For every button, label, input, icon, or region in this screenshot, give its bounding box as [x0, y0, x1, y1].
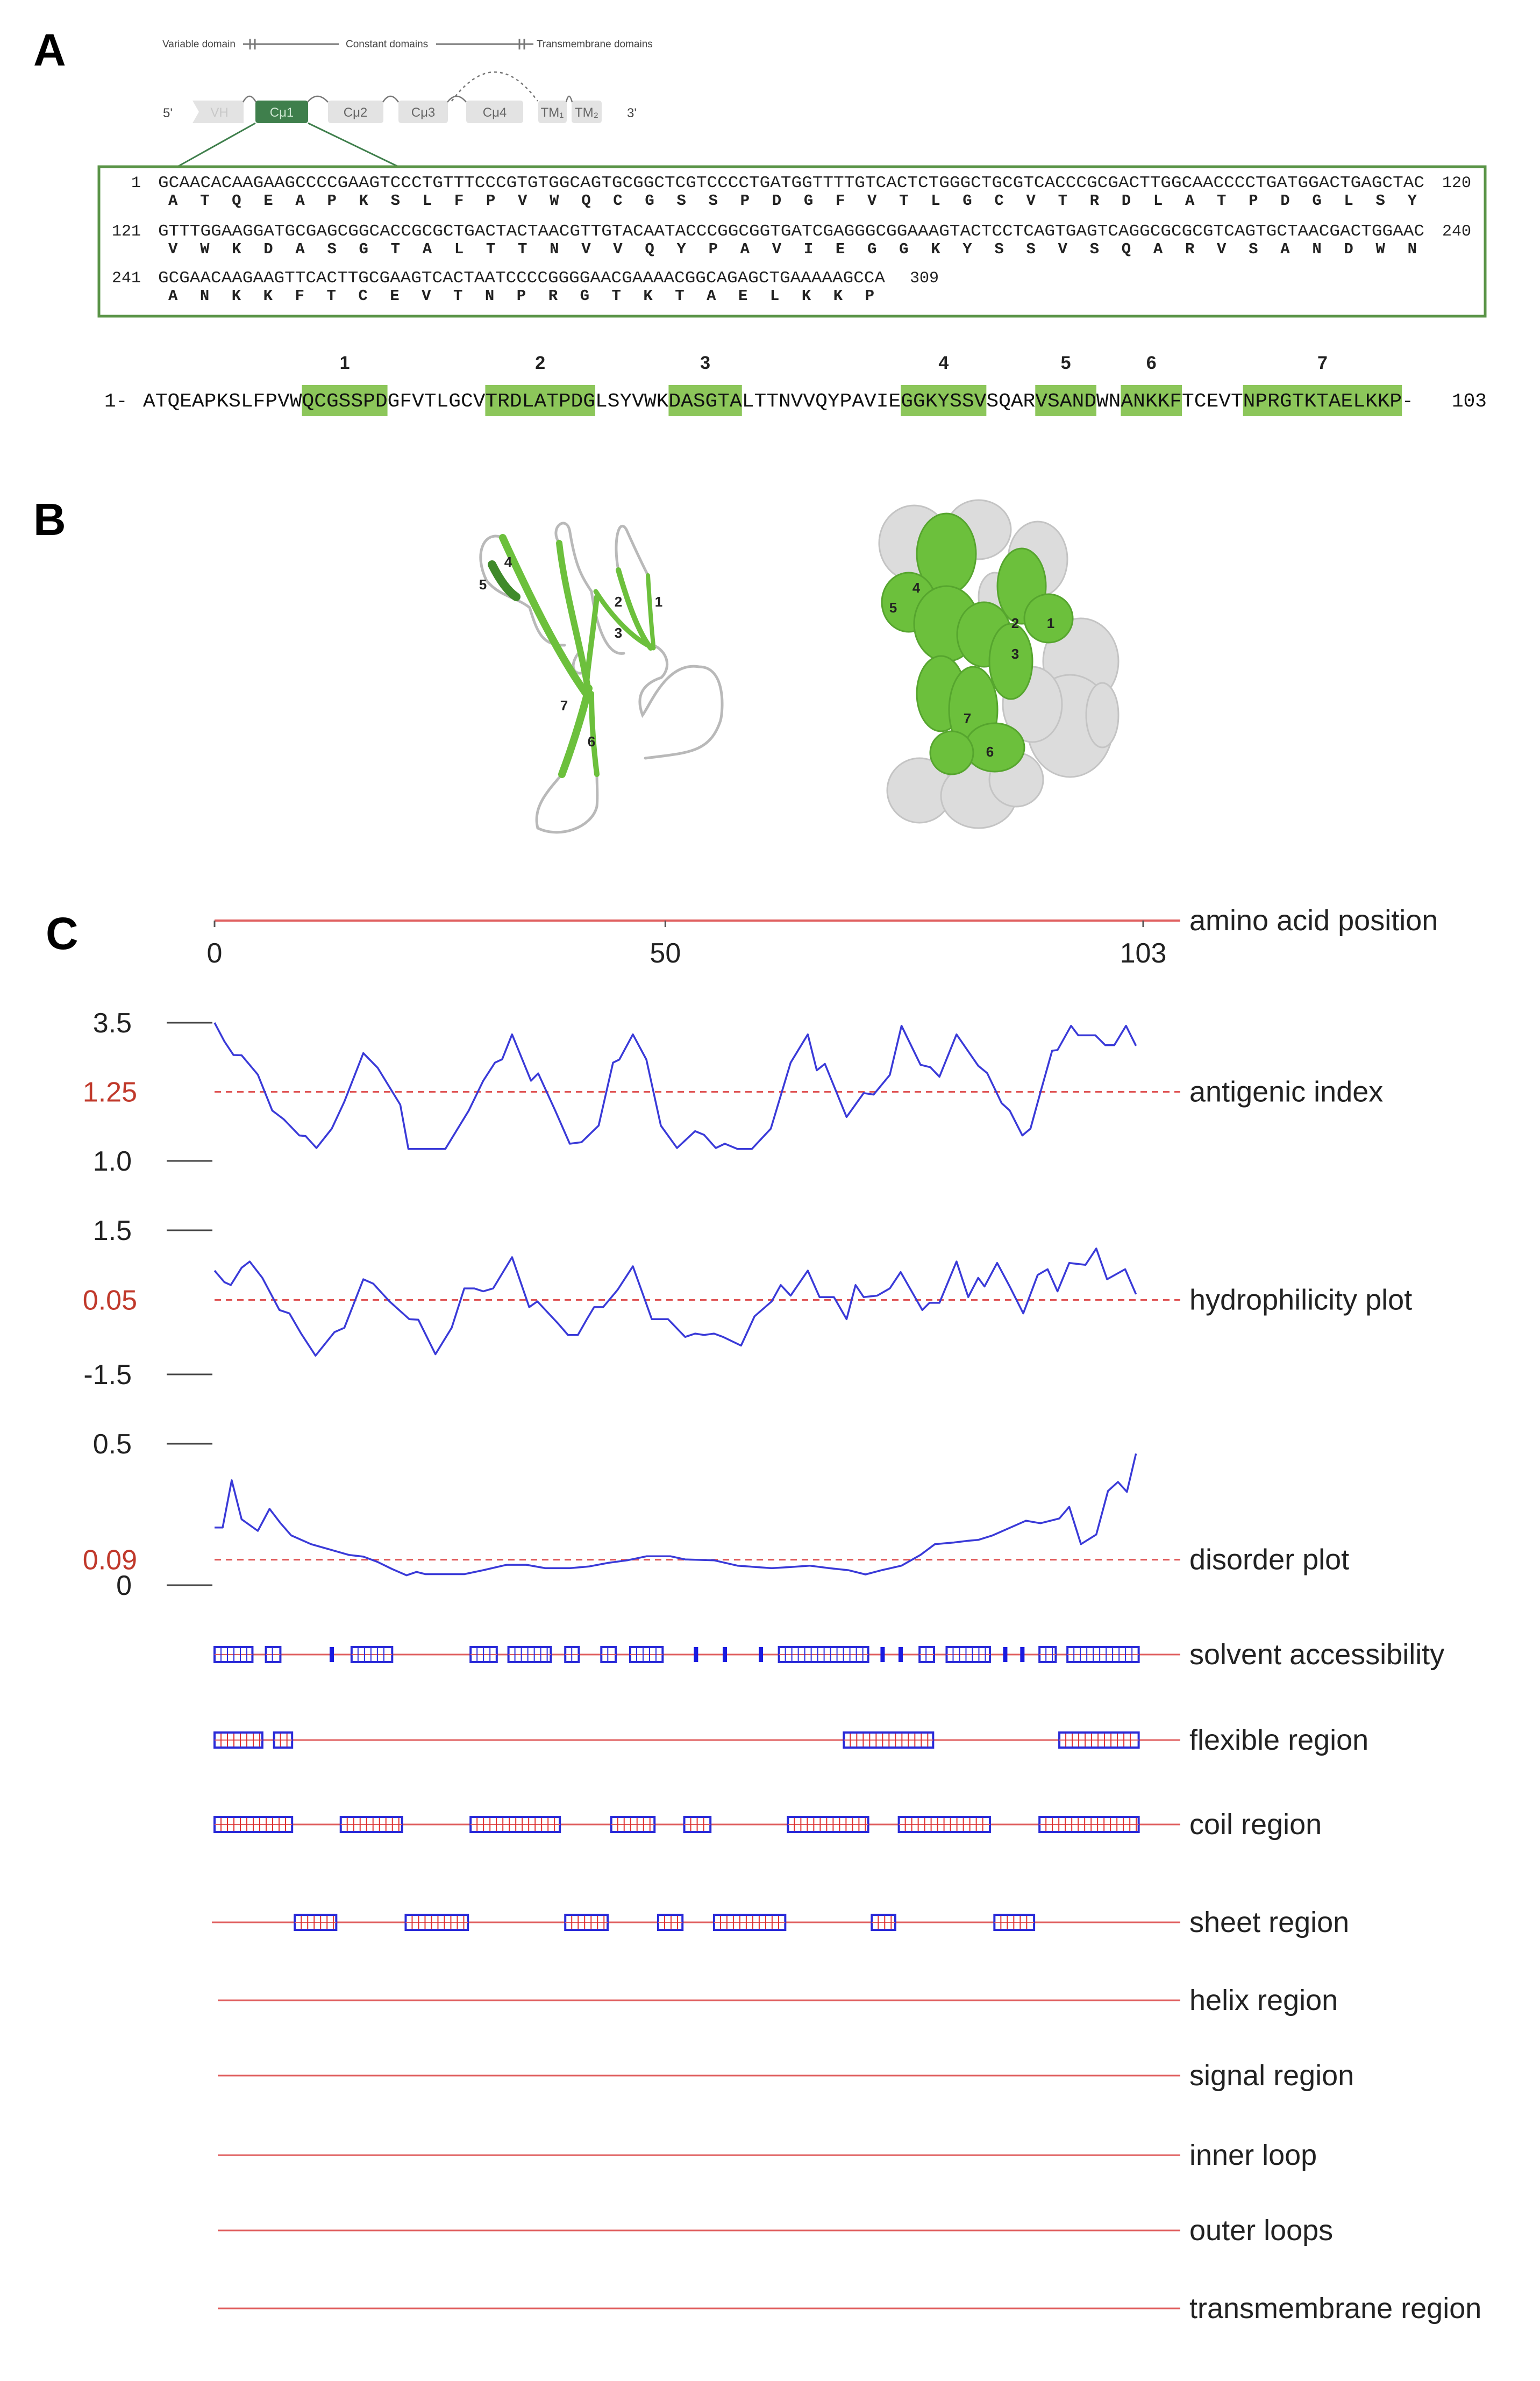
region-box — [714, 1915, 785, 1930]
region-box — [565, 1647, 579, 1662]
region-box — [266, 1647, 281, 1662]
region-box — [1067, 1647, 1138, 1662]
gene-segment-label: TM₁ — [540, 105, 564, 120]
region-box — [215, 1733, 262, 1748]
ribbon-epitope-label: 7 — [560, 697, 568, 714]
sequence-segment: TCEVT — [1182, 390, 1243, 412]
three-prime-label: 3' — [627, 106, 637, 120]
x-axis-label: amino acid position — [1189, 904, 1438, 937]
region-box — [779, 1647, 868, 1662]
x-tick-label: 50 — [650, 938, 681, 969]
region-box — [946, 1647, 989, 1662]
track-flexible-region — [215, 1724, 1368, 1756]
splice-arcs — [243, 72, 572, 102]
epitope-number: 7 — [1317, 353, 1328, 373]
nucleotide-row: GCAACACAAGAAGCCCCGAAGTCCCTGTTTCCCGTGTGGCAGTGCGGCTCGTCCCCTGATGGTTTTGTCACTCTGGGCTGCGTCACCCGCGACTTGGCAACCCCTGATGGACTGAGCTAC — [158, 174, 1424, 193]
panel-label-b: B — [33, 494, 66, 545]
ribbon-epitope-label: 5 — [479, 576, 487, 593]
epitope-number: 3 — [700, 353, 711, 373]
data-line-disorder-plot — [215, 1453, 1136, 1575]
track-label: coil region — [1189, 1808, 1322, 1841]
region-bar — [723, 1647, 727, 1662]
sequence-segment: LSYVWK — [595, 390, 669, 412]
region-box — [919, 1647, 934, 1662]
region-box — [1039, 1647, 1056, 1662]
track-label: signal region — [1189, 2059, 1354, 2092]
track-signal-region — [218, 2059, 1354, 2092]
sequence-suffix: - — [1402, 390, 1414, 412]
region-box — [295, 1915, 336, 1930]
x-tick-label: 0 — [206, 938, 223, 969]
nucleotide-row: GTTTGGAAGGATGCGAGCGGCACCGCGCTGACTACTAACGTTGTACAATACCCGGCGGTGATCGAGGGCGGAAAGTACTCCTCAGTGAGTCAGGCGCGCGTCAGTGCTAACGACTGGAAC — [158, 222, 1424, 241]
track-inner-loop — [218, 2139, 1317, 2171]
amino-acid-row: A N K K F T C E V T N P R G T K T A E L K K P — [168, 287, 874, 305]
surface-epitope-label: 7 — [963, 710, 972, 726]
sequence-segment: WN — [1096, 390, 1121, 412]
surface-epitope-label: 5 — [889, 600, 897, 616]
gene-segment-label: Cμ2 — [343, 105, 368, 120]
ribbon-epitope-label: 3 — [614, 625, 623, 641]
transmembrane-domains-label: Transmembrane domains — [537, 39, 653, 50]
panel-label-c: C — [46, 908, 79, 959]
ribbon-structure — [479, 523, 722, 832]
gene-segment-label: Cμ4 — [482, 105, 507, 120]
region-box — [352, 1647, 392, 1662]
threshold-label: 0.09 — [82, 1544, 137, 1576]
region-box — [844, 1733, 933, 1748]
plot-label: hydrophilicity plot — [1189, 1284, 1413, 1316]
epitope-sequence: TRDLATPDG — [485, 390, 596, 412]
y-tick-label: 1.5 — [92, 1215, 132, 1246]
y-tick-label: 3.5 — [92, 1008, 132, 1039]
surface-epitope-label: 4 — [912, 580, 921, 596]
track-label: solvent accessibility — [1189, 1638, 1445, 1671]
amino-acid-row: V W K D A S G T A L T T N V V Q Y P A V I E G G K Y S S V S Q A R V S A N D W N — [168, 240, 1417, 258]
region-bar — [759, 1647, 763, 1662]
epitope-sequence: NPRGTKTAELKKP — [1243, 390, 1402, 412]
region-box — [601, 1647, 616, 1662]
region-box — [215, 1817, 292, 1832]
zoom-connector — [177, 123, 255, 167]
epitope-sequence-line — [104, 353, 1487, 416]
x-tick-label: 103 — [1120, 938, 1167, 969]
region-box — [405, 1915, 468, 1930]
five-prime-label: 5' — [163, 106, 173, 120]
plot-label: disorder plot — [1189, 1543, 1350, 1576]
region-box — [565, 1915, 608, 1930]
dna-sequence-box — [99, 167, 1485, 316]
ribbon-strands — [492, 538, 653, 774]
panel-label-a: A — [33, 25, 66, 75]
track-transmembrane-region — [218, 2292, 1481, 2325]
gene-segment-label: TM₂ — [575, 105, 598, 120]
threshold-label: 0.05 — [82, 1285, 137, 1316]
track-helix-region — [218, 1984, 1338, 2016]
zoom-connector — [308, 123, 398, 167]
sequence-segment: SQAR — [986, 390, 1036, 412]
region-box — [341, 1817, 402, 1832]
surface-epitope-label: 1 — [1046, 615, 1055, 631]
region-box — [1059, 1733, 1139, 1748]
y-tick-label: -1.5 — [83, 1359, 132, 1391]
track-label: flexible region — [1189, 1724, 1369, 1756]
row-start-number: 121 — [111, 223, 141, 241]
ribbon-epitope-label: 6 — [587, 733, 596, 750]
row-start-number: 1 — [131, 174, 141, 193]
region-bar — [880, 1647, 885, 1662]
row-start-number: 241 — [111, 269, 141, 288]
region-box — [611, 1817, 654, 1832]
region-box — [1039, 1817, 1138, 1832]
gene-segment-label: Cμ1 — [269, 105, 294, 120]
track-coil-region — [215, 1808, 1322, 1841]
region-box — [630, 1647, 662, 1662]
region-bar — [694, 1647, 698, 1662]
region-bar — [1003, 1647, 1007, 1662]
variable-domain-label: Variable domain — [162, 39, 236, 50]
sequence-prefix: 1- — [104, 390, 128, 412]
region-bar — [899, 1647, 903, 1662]
ribbon-epitope-label: 1 — [654, 594, 663, 610]
constant-domains-label: Constant domains — [346, 39, 429, 50]
epitope-sequence: ANKKF — [1121, 390, 1182, 412]
row-end-number: 120 — [1442, 174, 1472, 193]
gene-segment-label: VH — [210, 105, 229, 120]
track-solvent-accessibility — [215, 1638, 1444, 1671]
sequence-end-number: 103 — [1452, 390, 1487, 412]
nucleotide-row: GCGAACAAGAAGTTCACTTGCGAAGTCACTAATCCCCGGGGAACGAAAACGGCAGAGCTGAAAAAGCCA — [158, 269, 886, 288]
data-line-hydrophilicity-plot — [215, 1249, 1136, 1356]
ribbon-epitope-label: 4 — [504, 554, 512, 570]
region-box — [872, 1915, 895, 1930]
surface-structure — [879, 500, 1118, 828]
epitope-number: 4 — [938, 353, 949, 373]
epitope-number: 6 — [1146, 353, 1157, 373]
amino-acid-row: A T Q E A P K S L F P V W Q C G S S P D G F V T L G C V T R D L A T P D G L S Y — [168, 192, 1417, 210]
protein-property-plots — [83, 904, 1482, 2325]
data-line-antigenic-index — [215, 1023, 1136, 1149]
track-label: transmembrane region — [1189, 2292, 1482, 2325]
region-bar — [330, 1647, 334, 1662]
track-outer-loops — [218, 2214, 1333, 2247]
region-box — [274, 1733, 293, 1748]
epitope-number: 1 — [339, 353, 350, 373]
epitope-sequence: GGKYSSV — [901, 390, 987, 412]
region-box — [215, 1647, 252, 1662]
row-end-number: 309 — [910, 269, 939, 288]
surface-epitope-label: 2 — [1011, 615, 1019, 631]
region-box — [658, 1915, 682, 1930]
sequence-segment: LTTNVVQYPAVIE — [742, 390, 901, 412]
region-box — [685, 1817, 711, 1832]
gene-segment-label: Cμ3 — [411, 105, 436, 120]
track-label: helix region — [1189, 1984, 1338, 2016]
y-tick-label: 0.5 — [92, 1429, 132, 1460]
epitope-sequence: DASGTA — [668, 390, 743, 412]
epitope-number: 2 — [535, 353, 546, 373]
surface-epitope-label: 6 — [986, 744, 994, 760]
gene-diagram — [162, 39, 653, 167]
domain-header — [162, 39, 653, 50]
region-box — [509, 1647, 551, 1662]
y-tick-label: 0 — [116, 1570, 132, 1601]
track-label: inner loop — [1189, 2139, 1317, 2171]
track-label: outer loops — [1189, 2214, 1334, 2247]
region-box — [470, 1647, 497, 1662]
sequence-segment: GFVTLGCV — [387, 390, 486, 412]
row-end-number: 240 — [1442, 223, 1472, 241]
threshold-label: 1.25 — [82, 1077, 137, 1108]
region-box — [994, 1915, 1034, 1930]
surface-epitope-label: 3 — [1011, 646, 1019, 662]
epitope-number: 5 — [1060, 353, 1071, 373]
region-box — [788, 1817, 868, 1832]
ribbon-epitope-label: 2 — [614, 594, 623, 610]
track-sheet-region — [212, 1906, 1349, 1938]
y-tick-label: 1.0 — [92, 1146, 132, 1177]
plot-label: antigenic index — [1189, 1075, 1384, 1108]
epitope-segments — [143, 353, 1402, 416]
track-label: sheet region — [1189, 1906, 1350, 1938]
region-bar — [1020, 1647, 1024, 1662]
region-box — [470, 1817, 560, 1832]
epitope-sequence: VSAND — [1035, 390, 1096, 412]
sequence-segment: ATQEAPKSLFPVW — [143, 390, 302, 412]
region-box — [899, 1817, 990, 1832]
epitope-sequence: QCGSSPD — [302, 390, 388, 412]
